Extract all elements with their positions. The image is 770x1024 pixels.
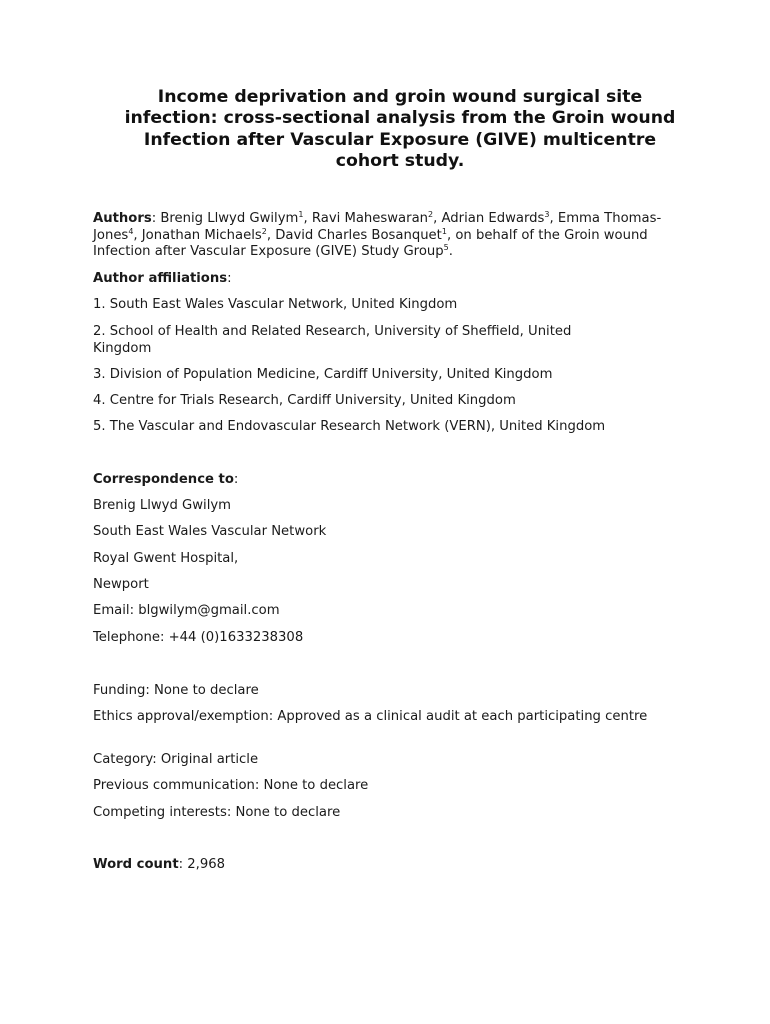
ethics-statement: Ethics approval/exemption: Approved as a clinical audit at each participating centre xyxy=(93,709,648,724)
affiliation-marker: 2 xyxy=(261,226,267,236)
affiliation-marker: 4 xyxy=(128,226,134,236)
competing-interests-statement: Competing interests: None to declare xyxy=(93,805,341,820)
word-count: Word count: 2,968 xyxy=(93,857,226,872)
author: Adrian Edwards xyxy=(441,211,545,226)
correspondence-network: South East Wales Vascular Network xyxy=(93,524,327,539)
category-statement: Category: Original article xyxy=(93,752,259,767)
author: Brenig Llwyd Gwilym xyxy=(160,211,299,226)
author: Ravi Maheswaran xyxy=(311,211,429,226)
correspondence-heading: Correspondence to: xyxy=(93,472,239,487)
correspondence-telephone: Telephone: +44 (0)1633238308 xyxy=(93,630,304,645)
affiliation-marker: 5 xyxy=(443,243,449,252)
word-count-value: 2,968 xyxy=(187,857,226,872)
affiliation-marker: 2 xyxy=(428,210,434,219)
affiliations-label: Author affiliations xyxy=(93,271,228,286)
affiliation-marker: 1 xyxy=(441,226,447,236)
correspondence-city: Newport xyxy=(93,577,149,592)
affiliations-heading: Author affiliations: xyxy=(93,271,232,286)
paper-title: Income deprivation and groin wound surgical site infection: cross-sectional analysis from the Groin wound Infection after Vascular Exposure (GIVE) multicentre cohort study. xyxy=(124,87,676,171)
author: Emma Thomas-Jones xyxy=(93,211,662,243)
affiliation-item: 4. Centre for Trials Research, Cardiff University, United Kingdom xyxy=(93,393,516,408)
previous-communication-statement: Previous communication: None to declare xyxy=(93,778,369,793)
correspondence-email: Email: blgwilym@gmail.com xyxy=(93,603,280,618)
correspondence-name: Brenig Llwyd Gwilym xyxy=(93,498,232,513)
affiliation-item: 2. School of Health and Related Research, University of Sheffield, United Kingdom xyxy=(93,324,572,356)
authors-paragraph: Authors: Brenig Llwyd Gwilym$^1$, Ravi Maheswaran$^2$, Adrian Edwards$^3$, Emma Thomas-Jones$^4$, Jonathan Michaels$^2$, David Charles Bosanquet$^1$, on behalf of the Groin wound Infection after Vascular Exposure (GIVE) Study Group$^5$. xyxy=(93,210,662,259)
affiliation-item: 3. Division of Population Medicine, Cardiff University, United Kingdom xyxy=(93,367,553,382)
affiliation-marker: 3 xyxy=(544,210,550,219)
author: David Charles Bosanquet xyxy=(275,227,442,243)
author: Jonathan Michaels xyxy=(141,227,262,243)
affiliation-marker: 1 xyxy=(298,210,304,219)
funding-statement: Funding: None to declare xyxy=(93,683,259,698)
correspondence-hospital: Royal Gwent Hospital, xyxy=(93,551,239,566)
authors-label: Authors xyxy=(93,211,152,226)
word-count-label: Word count xyxy=(93,857,179,872)
correspondence-label: Correspondence to xyxy=(93,472,234,487)
study-group: on behalf of the Groin wound Infection after Vascular Exposure (GIVE) Study Group xyxy=(93,227,648,259)
affiliation-item: 5. The Vascular and Endovascular Research Network (VERN), United Kingdom xyxy=(93,419,606,434)
affiliation-item: 1. South East Wales Vascular Network, United Kingdom xyxy=(93,297,458,312)
